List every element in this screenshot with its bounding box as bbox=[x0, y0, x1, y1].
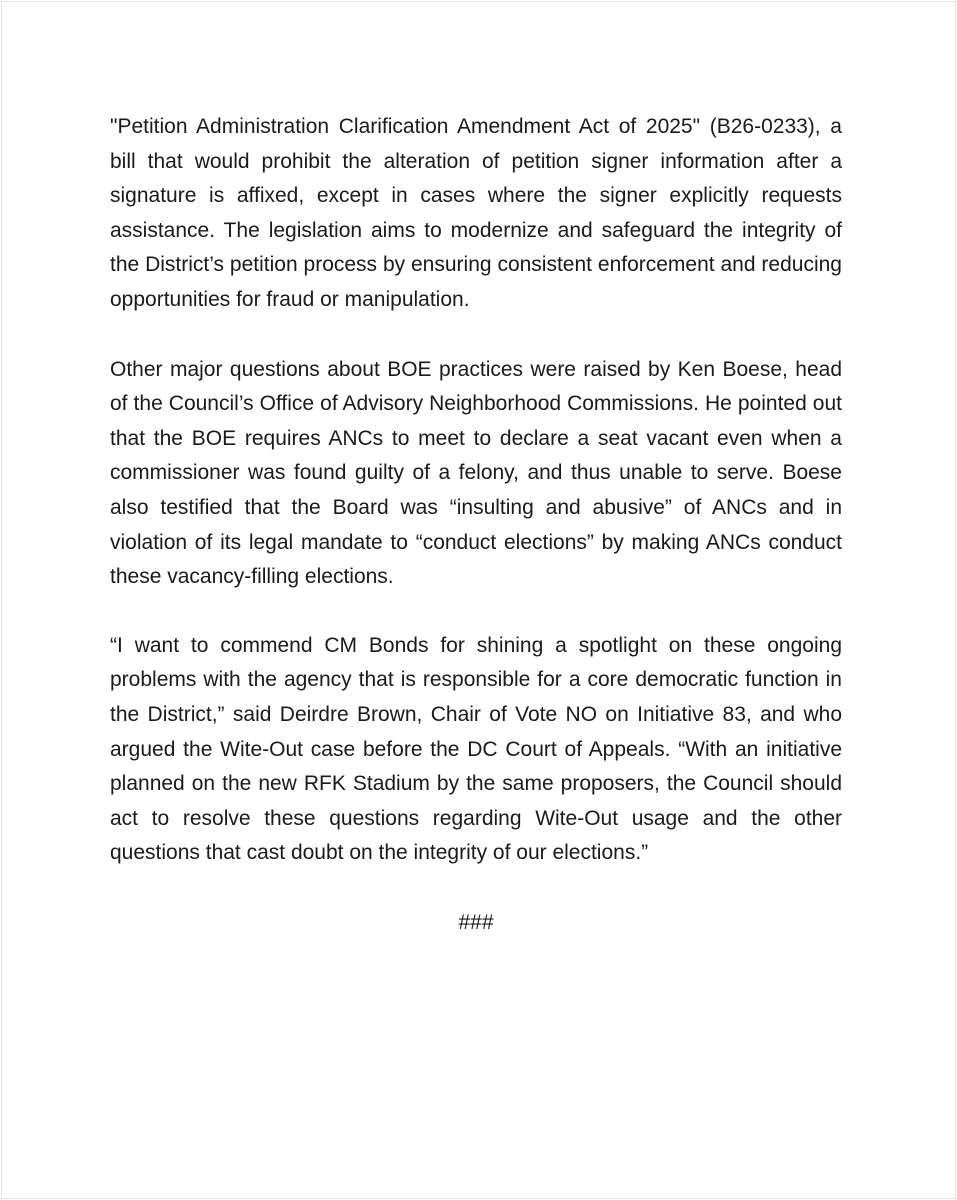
end-mark: ### bbox=[458, 910, 494, 934]
paragraph-boe-questions: Other major questions about BOE practices were raised by Ken Boese, head of the Council’s Office of Advisory Neighborhood Commissions. He pointed out that the BOE requires ANCs to meet to declare a seat vacant even when a commissioner was found guilty of a felony, and thus unable to serve. Boese also testified that the Board was “insulting and abusive” of ANCs and in violation of its legal mandate to “conduct elections” by making ANCs conduct these vacancy-filling elections. bbox=[110, 357, 842, 589]
paragraph-bill-description: "Petition Administration Clarification Amendment Act of 2025" (B26-0233), a bill that would prohibit the alteration of petition signer information after a signature is affixed, except in cases where the signer explicitly requests assistance. The legislation aims to modernize and safeguard the integrity of the District’s petition process by ensuring consistent enforcement and reducing opportunities for fraud or manipulation. bbox=[110, 115, 842, 311]
document-body bbox=[110, 110, 842, 940]
paragraph-quote: “I want to commend CM Bonds for shining a spotlight on these ongoing problems with the agency that is responsible for a core democratic function in the District,” said Deirdre Brown, Chair of Vote NO on Initiative 83, and who argued the Wite-Out case before the DC Court of Appeals. “With an initiative planned on the new RFK Stadium by the same proposers, the Council should act to resolve these questions regarding Wite-Out usage and the other questions that cast doubt on the integrity of our elections.” bbox=[110, 633, 842, 865]
